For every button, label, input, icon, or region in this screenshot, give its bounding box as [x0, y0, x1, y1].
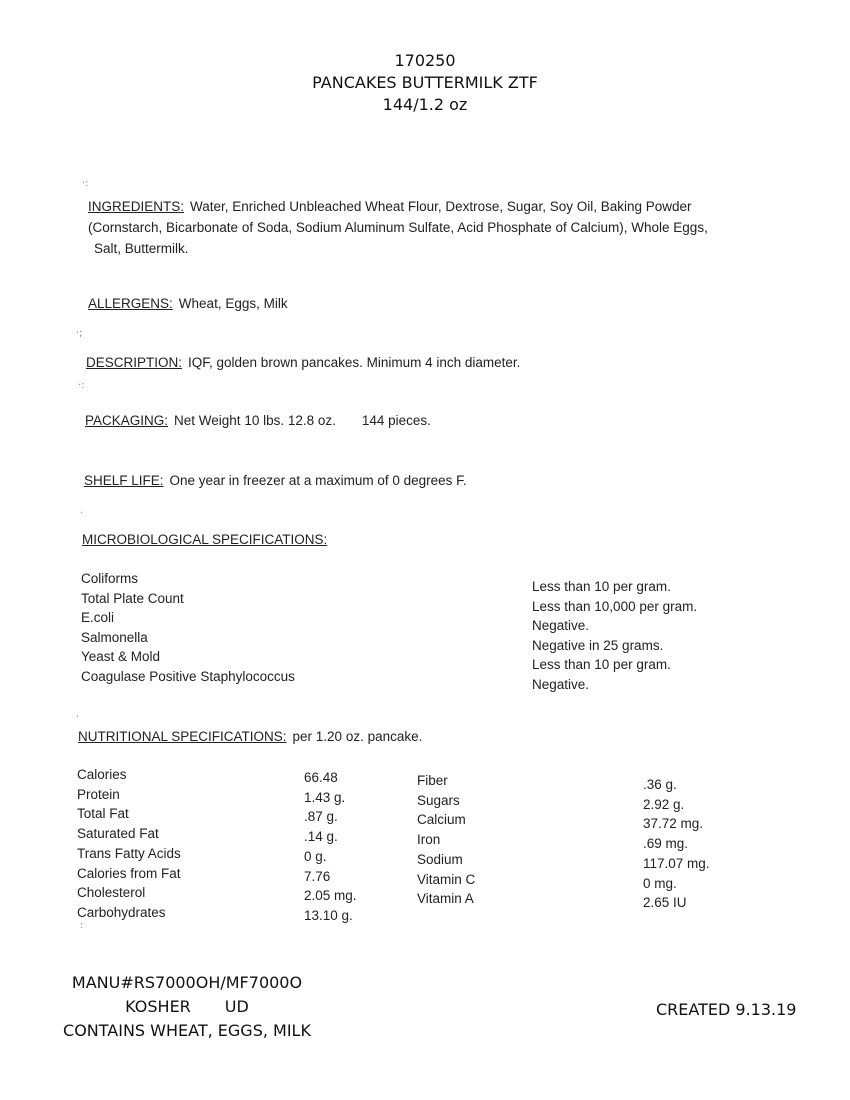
- micro-row-value: Less than 10,000 per gram.: [532, 598, 698, 614]
- nutrient-name: Sugars: [417, 792, 460, 808]
- ingredients-line-3: Salt, Buttermilk.: [94, 241, 189, 256]
- nutrition-label: NUTRITIONAL SPECIFICATIONS:: [78, 729, 287, 744]
- micro-row-name: Yeast & Mold: [81, 649, 161, 665]
- micro-label: MICROBIOLOGICAL SPECIFICATIONS:: [82, 532, 328, 547]
- nutrient-value: 117.07 mg.: [643, 855, 710, 871]
- nutrient-name: Carbohydrates: [77, 904, 166, 920]
- document-header: [0, 50, 850, 116]
- nutrient-name: Cholesterol: [77, 885, 146, 901]
- nutrient-value: .14 g.: [304, 829, 338, 845]
- ingredients-label: INGREDIENTS:: [88, 199, 185, 214]
- scan-speck: ·:: [82, 178, 89, 189]
- ingredients-line-1: Water, Enriched Unbleached Wheat Flour, Dextrose, Sugar, Soy Oil, Baking Powder: [190, 199, 692, 214]
- nutrient-value: 7.76: [304, 868, 331, 884]
- contains-statement: CONTAINS WHEAT, EGGS, MILK: [63, 1021, 311, 1040]
- nutrient-value: 13.10 g.: [304, 907, 353, 923]
- nutrient-name: Calcium: [417, 812, 466, 828]
- nutrient-value: 2.05 mg.: [304, 888, 357, 904]
- micro-row-value: Negative.: [532, 618, 590, 634]
- nutrition-left-values: [304, 768, 357, 926]
- nutrient-name: Saturated Fat: [77, 826, 159, 842]
- nutrient-value: 2.65 IU: [643, 895, 687, 911]
- nutrient-value: 66.48: [304, 770, 338, 785]
- scan-speck: ·;: [76, 328, 83, 339]
- micro-row-name: Total Plate Count: [81, 590, 184, 606]
- description-value: IQF, golden brown pancakes. Minimum 4 inch diameter.: [188, 355, 521, 370]
- pack-size: 144/1.2 oz: [382, 95, 468, 114]
- nutrient-name: Sodium: [417, 851, 463, 867]
- allergens-label: ALLERGENS:: [88, 296, 173, 311]
- nutrient-value: 0 g.: [304, 848, 327, 864]
- product-name: PANCAKES BUTTERMILK ZTF: [312, 73, 538, 92]
- micro-row-name: Salmonella: [81, 629, 148, 645]
- micro-values: [532, 577, 697, 695]
- ud-label: UD: [224, 997, 249, 1016]
- description-section: [86, 355, 520, 370]
- nutrient-value: .87 g.: [304, 809, 338, 825]
- micro-row-name: Coliforms: [81, 571, 139, 586]
- nutrient-name: Fiber: [417, 773, 448, 788]
- nutrient-value: 0 mg.: [643, 875, 677, 891]
- manufacturer-number: MANU#RS7000OH/MF7000O: [71, 973, 303, 992]
- ingredients-line-2: (Cornstarch, Bicarbonate of Soda, Sodium Aluminum Sulfate, Acid Phosphate of Calcium), Whole Eggs,: [88, 220, 708, 235]
- micro-row-value: Negative in 25 grams.: [532, 637, 664, 653]
- nutrition-left-names: [77, 765, 181, 923]
- micro-row-name: E.coli: [81, 610, 115, 626]
- nutrient-name: Vitamin A: [417, 891, 474, 907]
- kosher-line: [0, 995, 374, 1019]
- nutrient-name: Total Fat: [77, 806, 129, 822]
- shelf-life-value: One year in freezer at a maximum of 0 degrees F.: [169, 473, 467, 488]
- micro-row-name: Coagulase Positive Staphylococcus: [81, 668, 295, 684]
- scan-speck: ·: [76, 712, 80, 723]
- kosher-label: KOSHER: [125, 997, 191, 1016]
- created-date: CREATED 9.13.19: [656, 1000, 797, 1019]
- allergens-section: [88, 296, 288, 311]
- nutrient-name: Vitamin C: [417, 871, 476, 887]
- nutrient-name: Iron: [417, 832, 441, 848]
- nutrient-name: Calories from Fat: [77, 865, 181, 881]
- description-label: DESCRIPTION:: [86, 355, 183, 370]
- packaging-value: Net Weight 10 lbs. 12.8 oz.: [174, 413, 336, 428]
- micro-row-value: Negative.: [532, 676, 590, 692]
- micro-row-value: Less than 10 per gram.: [532, 579, 671, 594]
- nutrition-right-values: [643, 775, 710, 913]
- nutrient-value: 37.72 mg.: [643, 816, 704, 832]
- micro-names: [81, 569, 295, 687]
- footer-left: [0, 971, 374, 1043]
- shelf-life-label: SHELF LIFE:: [84, 473, 164, 488]
- nutrient-value: 1.43 g.: [304, 789, 346, 805]
- nutrient-name: Calories: [77, 767, 127, 782]
- nutrient-value: .69 mg.: [643, 836, 689, 852]
- nutrition-right-names: [417, 771, 475, 909]
- nutrition-basis: per 1.20 oz. pancake.: [292, 729, 423, 744]
- packaging-section: [85, 413, 431, 428]
- scan-speck: ·: [80, 508, 84, 519]
- product-code: 170250: [394, 51, 456, 70]
- nutrient-value: .36 g.: [643, 777, 677, 792]
- nutrient-name: Protein: [77, 786, 120, 802]
- scan-speck: ·:: [78, 380, 85, 391]
- ingredients-section: [88, 196, 748, 259]
- scan-speck: :: [80, 920, 84, 931]
- packaging-pieces: 144 pieces.: [361, 413, 431, 428]
- micro-row-value: Less than 10 per gram.: [532, 657, 671, 673]
- packaging-label: PACKAGING:: [85, 413, 169, 428]
- shelf-life-section: [84, 473, 467, 488]
- nutrient-name: Trans Fatty Acids: [77, 845, 181, 861]
- allergens-value: Wheat, Eggs, Milk: [178, 296, 288, 311]
- nutrient-value: 2.92 g.: [643, 796, 685, 812]
- nutrition-header: [78, 729, 422, 744]
